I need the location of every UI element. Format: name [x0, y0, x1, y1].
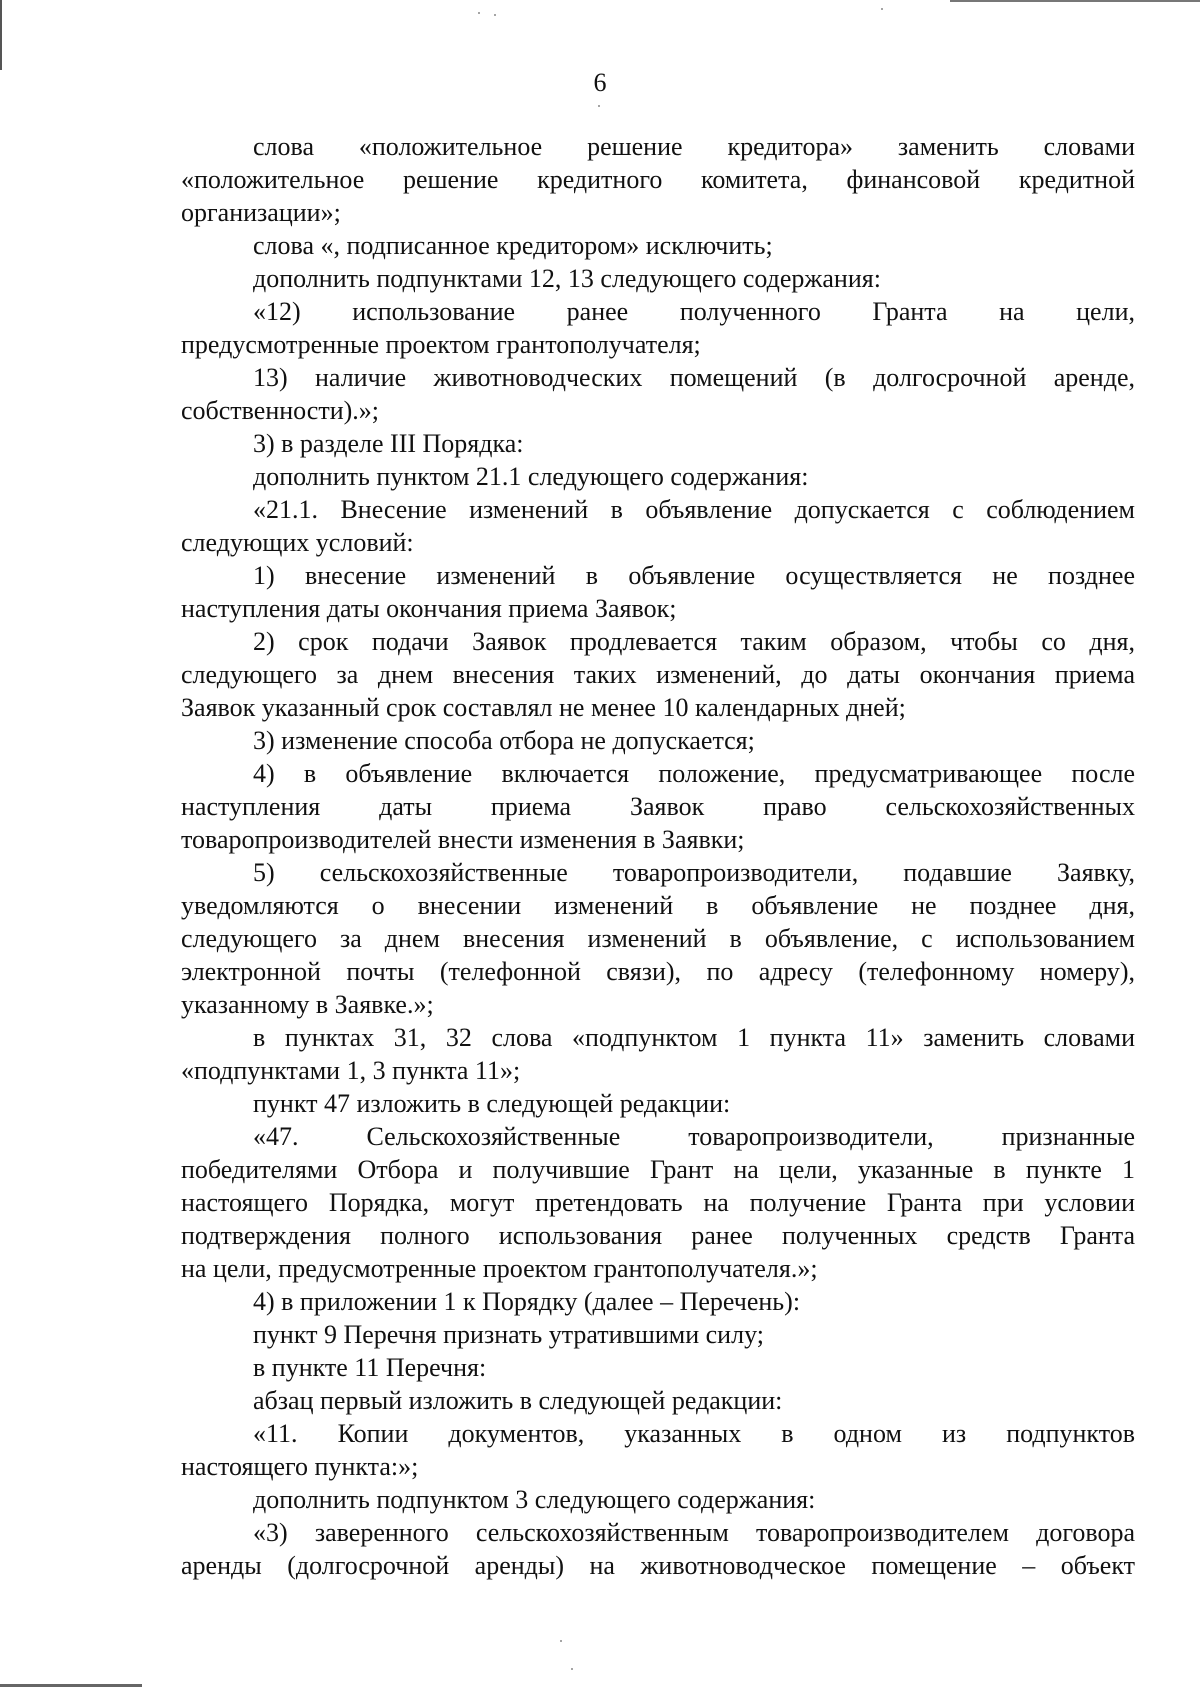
scan-speck	[571, 1668, 573, 1670]
text-line: слова «положительное решение кредитора» заменить словами	[253, 132, 1135, 161]
text-line: предусмотренные проектом грантополучателя;	[181, 330, 701, 359]
text-line: организации»;	[181, 198, 341, 227]
text-line: подтверждения полного использования ранее полученных средств Гранта	[181, 1221, 1135, 1250]
text-line: дополнить подпунктами 12, 13 следующего содержания:	[253, 264, 881, 293]
text-line: 3) изменение способа отбора не допускается;	[253, 726, 755, 755]
text-line: наступления даты приема Заявок право сельскохозяйственных	[181, 792, 1135, 821]
text-line: 1) внесение изменений в объявление осуществляется не позднее	[253, 561, 1135, 590]
text-line: в пунктах 31, 32 слова «подпунктом 1 пункта 11» заменить словами	[253, 1023, 1135, 1052]
scan-speck	[881, 8, 883, 10]
text-line: «положительное решение кредитного комитета, финансовой кредитной	[181, 165, 1135, 194]
text-line: аренды (долгосрочной аренды) на животноводческое помещение – объект	[181, 1551, 1135, 1580]
scan-edge-left	[0, 0, 2, 70]
scan-speck	[478, 12, 480, 14]
text-line: «21.1. Внесение изменений в объявление допускается с соблюдением	[253, 495, 1135, 524]
text-line: «12) использование ранее полученного Гранта на цели,	[253, 297, 1135, 326]
text-line: 2) срок подачи Заявок продлевается таким образом, чтобы со дня,	[253, 627, 1135, 656]
text-line: дополнить пунктом 21.1 следующего содержания:	[253, 462, 809, 491]
text-line: следующего за днем внесения таких изменений, до даты окончания приема	[181, 660, 1135, 689]
text-line: собственности).»;	[181, 396, 380, 425]
document-body	[181, 130, 1135, 1582]
text-line: настоящего пункта:»;	[181, 1452, 419, 1481]
text-line: Заявок указанный срок составлял не менее 10 календарных дней;	[181, 693, 906, 722]
text-line: пункт 47 изложить в следующей редакции:	[253, 1089, 731, 1118]
text-line: 4) в объявление включается положение, предусматривающее после	[253, 759, 1135, 788]
text-line: победителями Отбора и получившие Грант на цели, указанные в пункте 1	[181, 1155, 1135, 1184]
text-line: 5) сельскохозяйственные товаропроизводители, подавшие Заявку,	[253, 858, 1135, 887]
text-line: следующих условий:	[181, 528, 414, 557]
text-line: дополнить подпунктом 3 следующего содержания:	[253, 1485, 816, 1514]
text-line: «подпунктами 1, 3 пункта 11»;	[181, 1056, 521, 1085]
text-line: «47. Сельскохозяйственные товаропроизводители, признанные	[253, 1122, 1135, 1151]
scan-speck	[560, 1640, 562, 1642]
text-line: на цели, предусмотренные проектом грантополучателя.»;	[181, 1254, 818, 1283]
text-line: 3) в разделе III Порядка:	[253, 429, 524, 458]
text-line: указанному в Заявке.»;	[181, 990, 434, 1019]
text-line: абзац первый изложить в следующей редакции:	[253, 1386, 783, 1415]
text-line: наступления даты окончания приема Заявок;	[181, 594, 677, 623]
text-line: следующего за днем внесения изменений в объявление, с использованием	[181, 924, 1135, 953]
text-line: настоящего Порядка, могут претендовать на получение Гранта при условии	[181, 1188, 1135, 1217]
text-line: уведомляются о внесении изменений в объявление не позднее дня,	[181, 891, 1135, 920]
scan-speck	[494, 14, 496, 16]
text-line: 13) наличие животноводческих помещений (в долгосрочной аренде,	[253, 363, 1135, 392]
text-line: 4) в приложении 1 к Порядку (далее – Перечень):	[253, 1287, 801, 1316]
page-number: 6	[593, 68, 607, 97]
scan-line-bottom	[0, 1684, 142, 1687]
text-line: «3) заверенного сельскохозяйственным товаропроизводителем договора	[253, 1518, 1135, 1547]
scan-speck	[598, 105, 600, 107]
text-line: электронной почты (телефонной связи), по адресу (телефонному номеру),	[181, 957, 1135, 986]
scan-line-top	[950, 0, 1200, 2]
text-line: в пункте 11 Перечня:	[253, 1353, 487, 1382]
text-line: слова «, подписанное кредитором» исключить;	[253, 231, 773, 260]
text-line: товаропроизводителей внести изменения в Заявки;	[181, 825, 745, 854]
text-line: пункт 9 Перечня признать утратившими силу;	[253, 1320, 764, 1349]
text-line: «11. Копии документов, указанных в одном из подпунктов	[253, 1419, 1135, 1448]
